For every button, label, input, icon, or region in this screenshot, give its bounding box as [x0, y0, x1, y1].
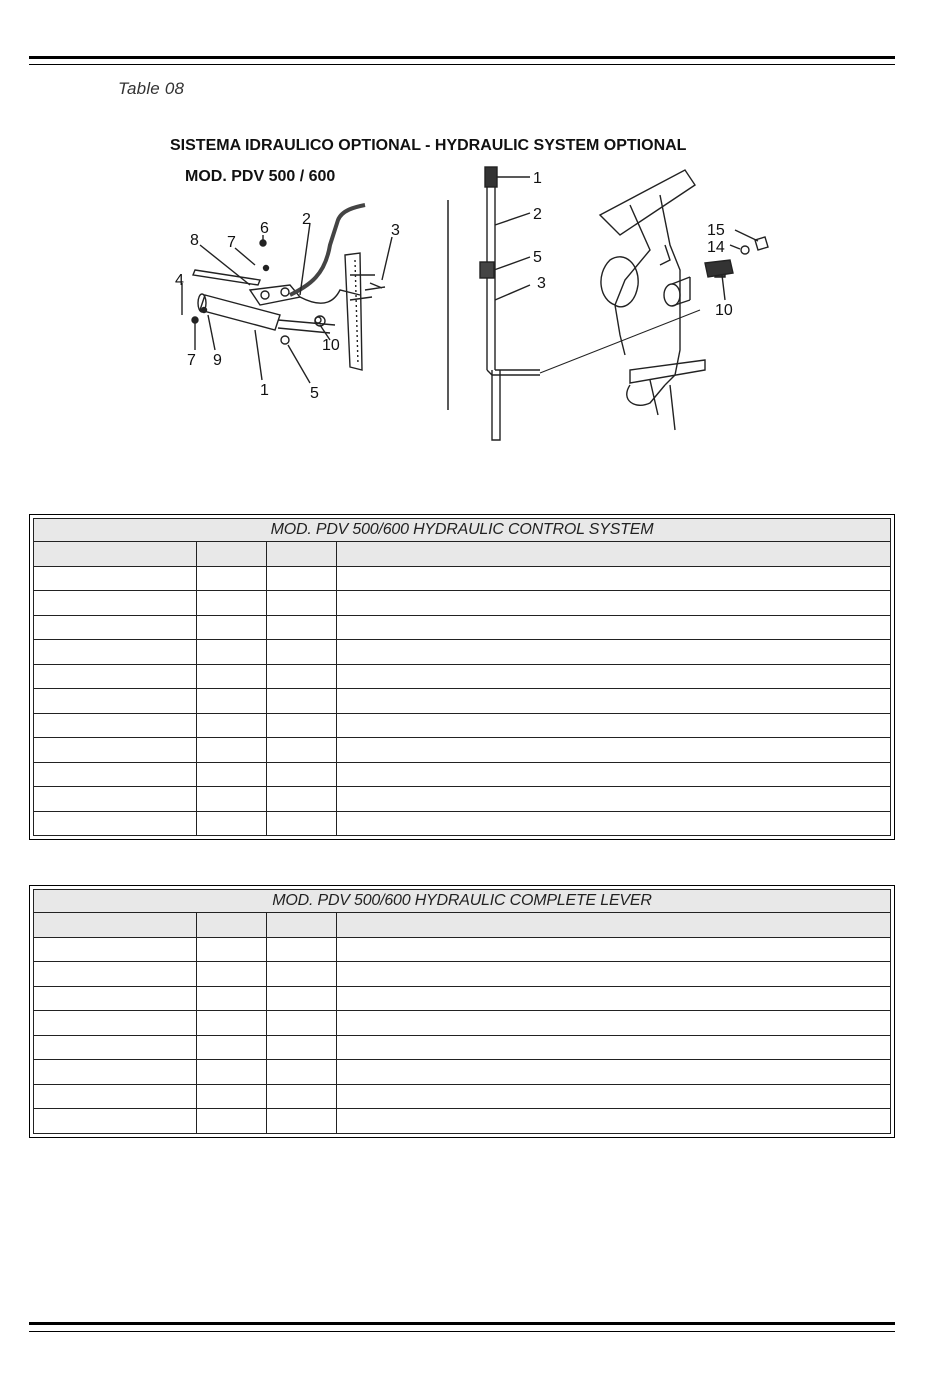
bottom-rule-thick [29, 1322, 895, 1325]
callout-right-10: 10 [715, 302, 733, 319]
callout-right-14: 14 [707, 239, 725, 256]
table-row [34, 566, 891, 591]
pedal-assembly [600, 170, 768, 430]
top-rule-thin [29, 64, 895, 65]
table-row [34, 713, 891, 738]
bottom-rule-thin [29, 1331, 895, 1332]
table-row [34, 591, 891, 616]
table-row [34, 615, 891, 640]
parts-table-control-system [29, 514, 895, 840]
table-row [34, 689, 891, 714]
callout-left-7a: 7 [227, 234, 236, 251]
table-row [34, 1084, 891, 1109]
table-row [34, 664, 891, 689]
table-row [34, 787, 891, 812]
table1-header-row [34, 542, 891, 567]
table-row [34, 962, 891, 987]
table2-header-row [34, 913, 891, 938]
callout-left-1: 1 [260, 382, 269, 399]
right-callouts-lever [533, 170, 546, 292]
parts-table-complete-lever [29, 885, 895, 1138]
callout-right-1: 1 [533, 170, 542, 187]
table-row [34, 640, 891, 665]
callout-left-2: 2 [302, 211, 311, 228]
callout-right-15: 15 [707, 222, 725, 239]
table-row [34, 811, 891, 836]
callout-left-9: 9 [213, 352, 222, 369]
table-row [34, 1109, 891, 1134]
table1-title: MOD. PDV 500/600 HYDRAULIC CONTROL SYSTEM [34, 519, 891, 542]
table-row [34, 1035, 891, 1060]
hydraulic-system-diagram [160, 125, 800, 455]
callout-right-3: 3 [537, 275, 546, 292]
callout-left-10: 10 [322, 337, 340, 354]
table-row [34, 762, 891, 787]
top-rule-thick [29, 56, 895, 59]
callout-left-6: 6 [260, 220, 269, 237]
callout-left-7b: 7 [187, 352, 196, 369]
callout-right-5: 5 [533, 249, 542, 266]
figure-title-line2: MOD. PDV 500 / 600 [185, 168, 336, 185]
table-label: Table 08 [118, 79, 185, 98]
figure-title-line1: SISTEMA IDRAULICO OPTIONAL - HYDRAULIC SYSTEM OPTIONAL [170, 137, 687, 154]
table-row [34, 738, 891, 763]
callout-right-2: 2 [533, 206, 542, 223]
callout-left-3: 3 [391, 222, 400, 239]
callout-left-8: 8 [190, 232, 199, 249]
callout-left-4: 4 [175, 272, 184, 289]
left-callouts [175, 211, 400, 402]
table-row [34, 1060, 891, 1085]
table2-title: MOD. PDV 500/600 HYDRAULIC COMPLETE LEVER [34, 890, 891, 913]
table-row [34, 937, 891, 962]
table-row [34, 986, 891, 1011]
table-row [34, 1011, 891, 1036]
callout-left-5: 5 [310, 385, 319, 402]
